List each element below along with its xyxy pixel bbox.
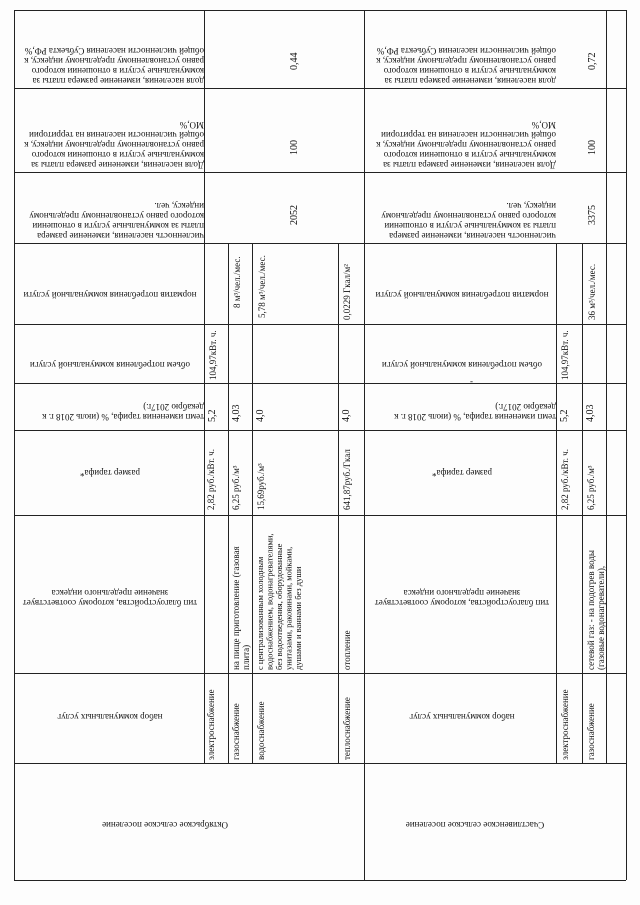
left-service-electric: электроснабжение xyxy=(206,689,216,760)
left-norm-gas: 8 м³/чел./мес. xyxy=(232,256,242,308)
table-border-right xyxy=(626,10,627,880)
left-population-label: численность населения, изменение размера платы за коммунальные услуги в отношении которого равно установленному предельному индексу, чел. xyxy=(29,201,204,241)
left-col-sep-1 xyxy=(204,243,205,763)
right-service-electric: электроснабжение xyxy=(560,689,570,760)
left-type-gas: на пище приготовление (газовая плита) xyxy=(231,546,251,670)
left-col-sep-4 xyxy=(338,243,339,763)
left-type-label: тип благоустройства, которому соответствует значение предельного индекса xyxy=(22,588,198,608)
right-share-rf-value: 0,72 xyxy=(587,52,598,70)
right-volume-electric: 104,97кВт. ч. xyxy=(560,330,570,380)
left-tariff-electric: 2,82 руб./кВт. ч. xyxy=(206,448,216,510)
right-service-gas: газоснабжение xyxy=(586,703,596,760)
left-col-sep-2 xyxy=(228,243,229,763)
left-share-mo-label: Доля населения, изменение размера платы за коммунальные услуги в отношении которого равно установленному предельному индексу, к общей численности населения на территории МО,% xyxy=(24,120,204,170)
left-share-rf-label: доля населения, изменение размера платы за коммунальные услуги в отношении которого равно установленному предельному индексу, к общей численности населения Субъекта РФ,% xyxy=(24,46,204,86)
right-growth-gas: 4,03 xyxy=(585,404,596,422)
row-sep-9 xyxy=(14,763,626,764)
left-growth-gas: 4,03 xyxy=(231,404,242,422)
table-border-left xyxy=(14,10,15,880)
left-service-heat: теплоснабжение xyxy=(342,697,352,760)
right-growth-electric: 5,2 xyxy=(559,409,570,422)
row-sep-5 xyxy=(14,383,626,384)
right-tariff-electric: 2,82 руб./кВт. ч. xyxy=(560,448,570,510)
left-tariff-heat: 641,87руб./Гкал xyxy=(342,449,352,510)
row-sep-2 xyxy=(14,172,626,173)
left-col-sep-3 xyxy=(252,243,253,763)
left-norm-label: норматив потребления коммунальной услуги xyxy=(23,290,197,300)
left-share-rf-value: 0,44 xyxy=(289,52,300,70)
left-services-label: набор коммунальных услуг xyxy=(57,712,163,722)
right-share-mo-value: 100 xyxy=(587,140,598,155)
right-col-sep-3 xyxy=(606,10,607,763)
left-norm-water: 5,78 м³/чел./мес. xyxy=(257,255,267,318)
right-settlement-name: Счастливенское сельское поселение xyxy=(405,820,545,830)
left-type-heat: отопление xyxy=(342,630,352,670)
right-share-mo-label: Доля населения, изменение размера платы за коммунальные услуги в отношении которого равно установленному предельному индексу, к общей численности населения на территории МО,% xyxy=(376,120,556,170)
left-volume-label: объем потребления коммунальной услуги xyxy=(29,360,191,370)
left-share-mo-value: 100 xyxy=(289,140,300,155)
left-population-value: 2052 xyxy=(289,205,300,225)
left-service-water: водоснабжение xyxy=(256,701,266,760)
table-border-top xyxy=(14,10,626,11)
block-divider xyxy=(364,10,365,880)
left-service-gas: газоснабжение xyxy=(231,703,241,760)
row-sep-3 xyxy=(14,243,626,244)
right-col-sep-1 xyxy=(556,243,557,763)
right-type-gas: сетевой газ: - на подогрев воды (газовые водонагреватели), xyxy=(586,550,606,670)
right-population-label: численность населения, изменение размера платы за коммунальные услуги в отношении которого равно установленному предельному индексу, чел. xyxy=(381,201,556,241)
left-growth-water: 4,0 xyxy=(255,409,266,422)
row-sep-1 xyxy=(14,88,626,89)
right-volume-dash: - xyxy=(470,376,473,386)
left-col-sep-top xyxy=(204,10,205,243)
right-type-label: тип благоустройства, которому соответствует значение предельного индекса xyxy=(374,588,550,608)
left-growth-heat: 4,0 xyxy=(341,409,352,422)
right-norm-gas: 36 м³/чел./мес. xyxy=(587,263,597,320)
row-sep-6 xyxy=(14,430,626,431)
row-sep-7 xyxy=(14,515,626,516)
right-tariff-label: размер тарифа* xyxy=(431,468,493,478)
right-share-rf-label: доля населения, изменение размера платы за коммунальные услуги в отношении которого равно установленному предельному индексу, к общей численности населения Субъекта РФ,% xyxy=(376,46,556,86)
row-sep-4 xyxy=(14,324,626,325)
right-tariff-gas: 6,25 руб./м³ xyxy=(586,465,596,510)
right-norm-label: норматив потребления коммунальной услуги xyxy=(375,290,549,300)
left-tariff-label: размер тарифа* xyxy=(79,468,141,478)
left-settlement-name: Октябрьское сельское поселение xyxy=(102,820,228,830)
left-growth-electric: 5,2 xyxy=(207,409,218,422)
left-tariff-water: 15,69руб./м³ xyxy=(256,463,266,510)
left-tariff-gas: 6,25 руб./м³ xyxy=(231,465,241,510)
right-col-sep-2 xyxy=(582,243,583,763)
left-volume-electric: 104,97кВт. ч. xyxy=(208,330,218,380)
left-growth-label: темп изменения тарифа, % (июль 2018 г. к декабрю 2017г.) xyxy=(42,402,204,422)
right-volume-label: объем потребления коммунальной услуги xyxy=(381,360,543,370)
right-growth-label: темп изменения тарифа, % (июль 2018 г. к декабрю 2017г.) xyxy=(394,402,556,422)
left-type-water: с централизованным холодным водоснабжением, водонагревателями, без водоотведения, оборудованные унитазами, раковинами, мойками, душами и ваннами без души xyxy=(255,533,303,670)
right-population-value: 3375 xyxy=(587,205,598,225)
table-border-bottom xyxy=(14,880,626,881)
right-services-label: набор коммунальных услуг xyxy=(409,712,515,722)
left-norm-heat: 0,0229 Гкал/м² xyxy=(342,264,352,320)
row-sep-8 xyxy=(14,673,626,674)
